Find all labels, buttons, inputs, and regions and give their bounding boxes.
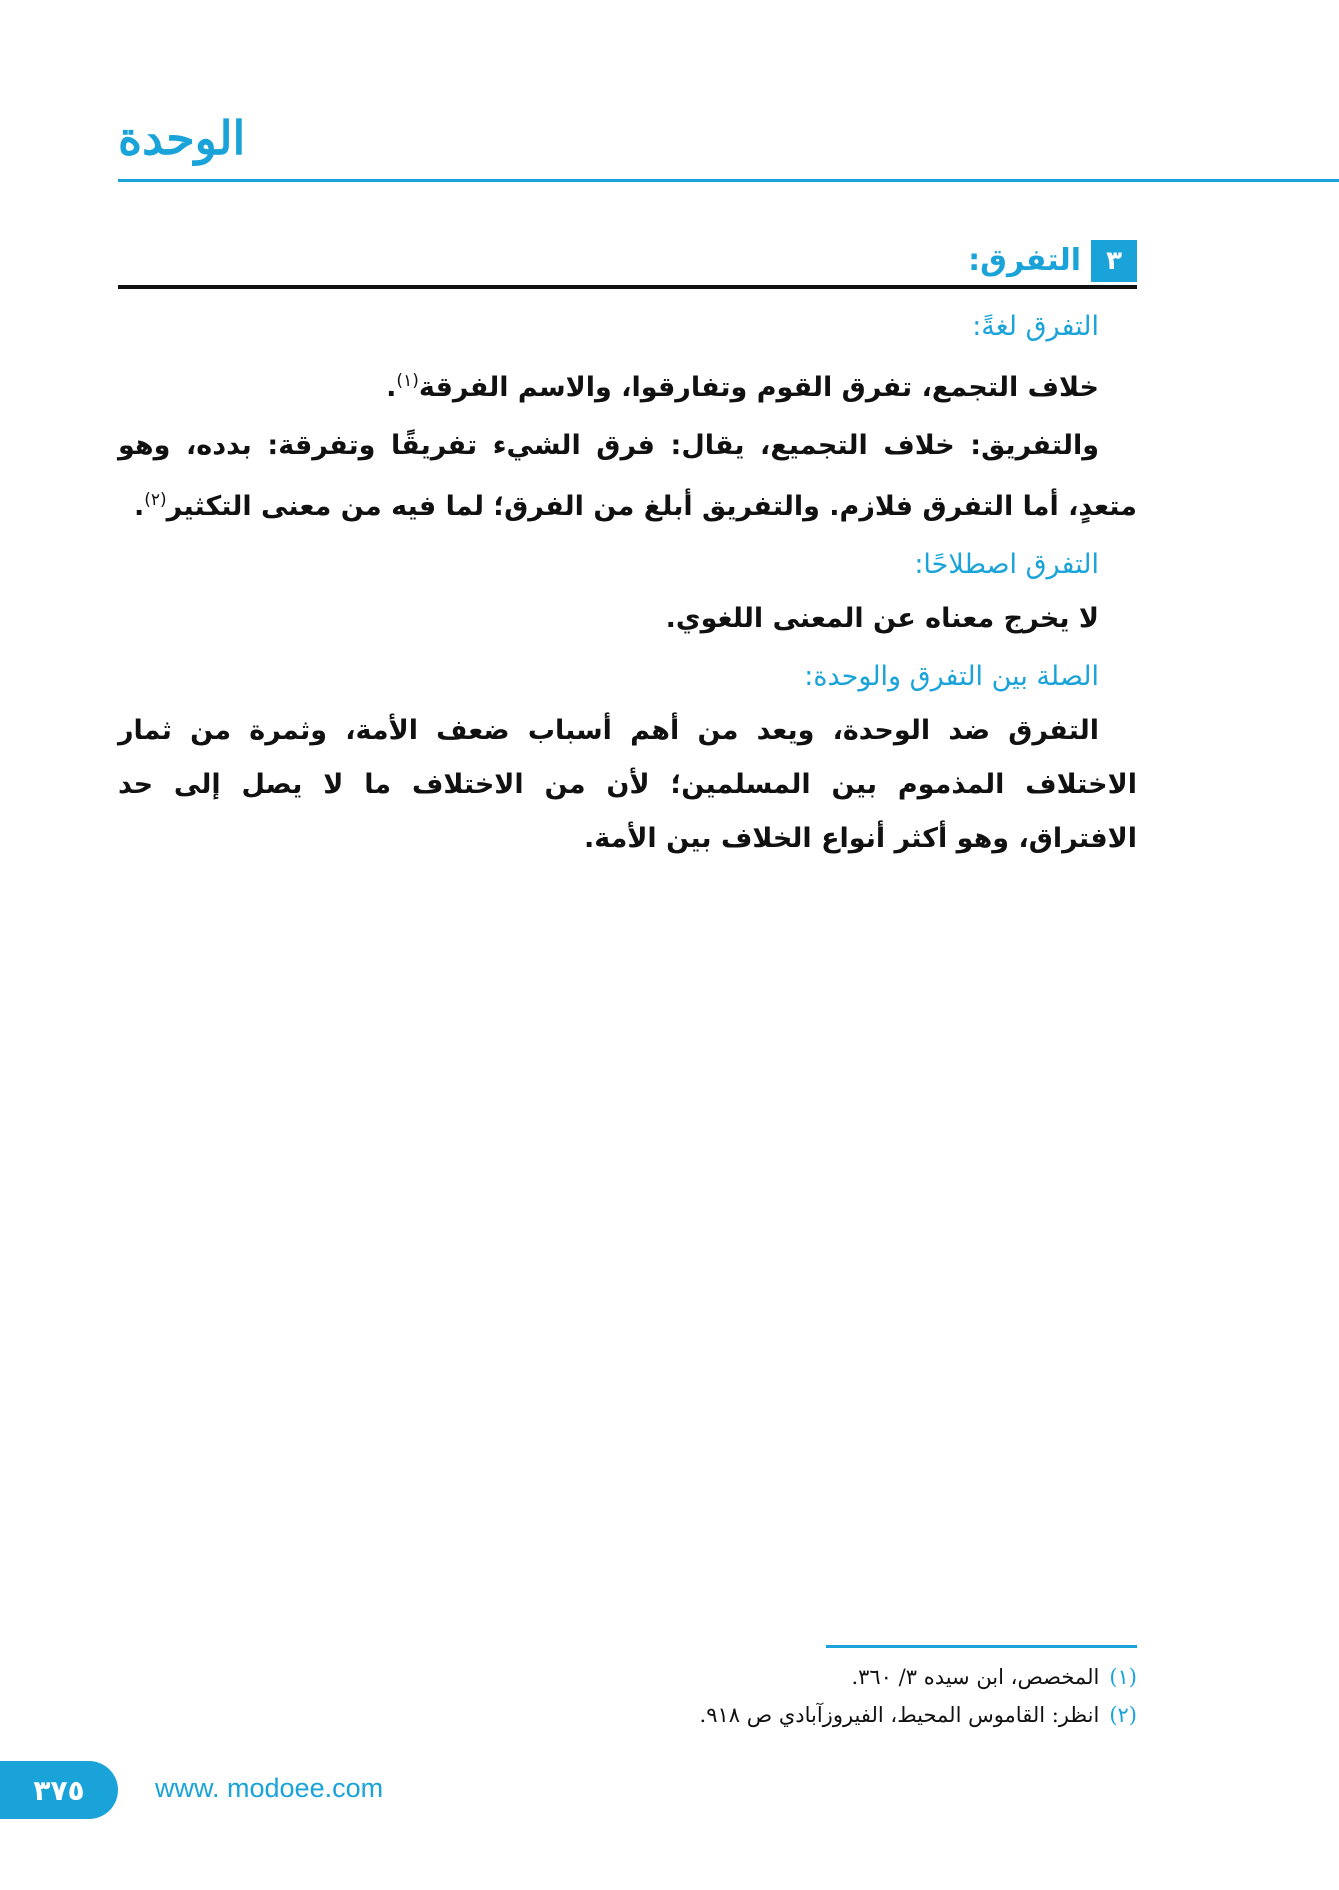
footnote-2 [417,1696,1137,1734]
main-content [118,300,1137,870]
paragraph-linguistic-definition [118,354,1137,415]
paragraph-end: . [386,372,397,403]
footnotes [417,1658,1137,1734]
header-title: الوحدة [118,111,246,165]
section-rule [118,285,1137,289]
paragraph-relation: التفرق ضد الوحدة، ويعد من أهم أسباب ضعف الأمة، وثمرة من ثمار الاختلاف المذموم بين المسلمين؛ لأن من الاختلاف ما لا يصل إلى حد الافتراق، وهو أكثر أنواع الخلاف بين الأمة. [118,715,1137,854]
paragraph-text: والتفريق: خلاف التجميع، يقال: فرق الشيء تفريقًا وتفرقة: بدده، وهو متعدٍ، أما التفرق فلازم. والتفريق أبلغ من الفرق؛ لما فيه من معنى التكثير [118,430,1137,522]
section-number-badge: ٣ [1091,240,1137,282]
paragraph-text: خلاف التجمع، تفرق القوم وتفارقوا، والاسم الفرقة [418,372,1099,403]
footnote-text: انظر: القاموس المحيط، الفيروزآبادي ص ٩١٨. [699,1703,1100,1727]
footnote-number: (١) [1109,1665,1137,1689]
footnote-number: (٢) [1109,1703,1137,1727]
site-url-link[interactable]: www. modoee.com [155,1773,384,1803]
footnote-1 [417,1658,1137,1696]
subheading-linguistic: التفرق لغةً: [972,311,1099,342]
footnote-rule [826,1645,1137,1648]
header-rule [118,179,1339,182]
page-number-badge: ٣٧٥ [0,1761,118,1819]
paragraph-end: . [133,491,145,522]
paragraph-terminology: لا يخرج معناه عن المعنى اللغوي. [665,603,1099,634]
footnote-reference-1[interactable]: (١) [396,371,419,391]
section-title: التفرق: [968,243,1081,278]
section-heading [968,240,1137,282]
subheading-terminology: التفرق اصطلاحًا: [914,549,1099,580]
footnote-reference-2[interactable]: (٢) [144,490,167,510]
paragraph-tafriq [118,419,1137,534]
footnote-text: المخصص، ابن سيده ٣/ ٣٦٠. [851,1665,1100,1689]
subheading-relation: الصلة بين التفرق والوحدة: [804,661,1099,692]
